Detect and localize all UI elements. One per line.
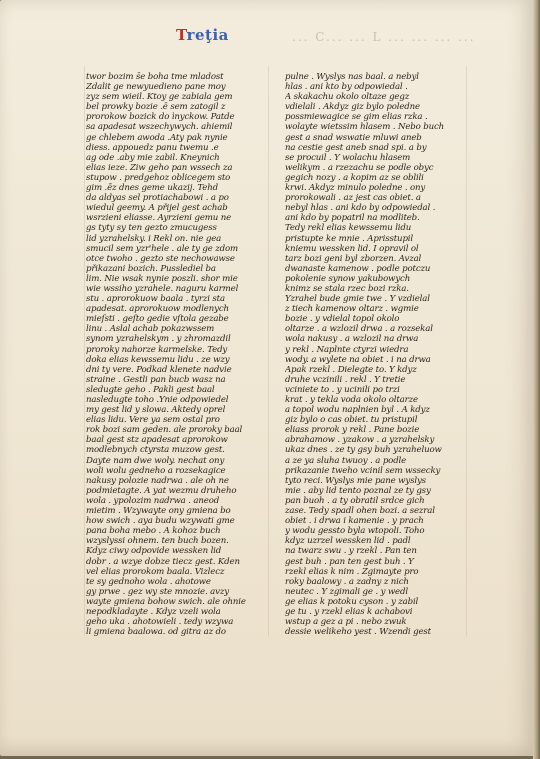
text-line: stupow . predgehoz oblicegem sto: [86, 172, 231, 183]
text-line: dobr . a wzye dobze tiecz gest. Kden: [86, 556, 240, 567]
text-line: wie wssiho yzrahele. naguru karmel: [86, 283, 239, 294]
text-line: y rekl . Naplnte ctyrzi wiedra: [285, 344, 409, 355]
text-line: da aldyas sel protiachabowi . a po: [86, 193, 229, 204]
text-line: pulne . Wyslys nas baal. a nebyl: [285, 72, 419, 82]
text-line: wsrzieni eliasse. Ayrzieni gemu ne: [86, 213, 232, 224]
text-line: Apak rzekl . Dielegte to. Y kdyz: [285, 364, 417, 375]
page-edge-shadow: [533, 0, 540, 759]
text-line: roky baalowy . a zadny z nich: [285, 576, 409, 587]
text-line: ani kdo by popatril na modliteb.: [285, 213, 420, 224]
text-line: elias lidu. Vere ya sem ostal pro: [86, 415, 220, 426]
text-line: lim. Nie wsak nynie poszli. shor mie: [86, 273, 238, 284]
text-line: bel prowky bozie .ē sem zatogil z: [86, 102, 226, 113]
text-line: pokolenie synow yakubowych: [285, 273, 411, 284]
text-column-left: [86, 72, 262, 637]
text-line: obiet . i drwa i kamenie . y prach: [285, 516, 424, 527]
text-line: nebyl hlas . ani kdo by odpowiedal .: [285, 203, 436, 214]
text-line: woli wolu gedneho a rozsekagice: [86, 465, 226, 476]
text-line: podmietagte. A yat wezmu druheho: [86, 485, 237, 496]
text-line: gest buh . pan ten gest buh . Y: [285, 556, 414, 567]
text-line: gegich nozy . a kopim az se oblili: [285, 172, 424, 183]
text-line: gs tyty sy ten gezto zmucugess: [86, 223, 217, 234]
text-line: Tedy rekl elias kewssemu lidu: [285, 223, 412, 234]
text-line: elias ieze. Ziw geho pan wssech za: [86, 162, 233, 173]
text-line: nasledugte toho .Ynie odpowiedel: [86, 395, 229, 405]
text-line: li gmiena baalowa. od gitra az do: [86, 627, 226, 638]
text-line: baal gest stz apadesat aprorokow: [86, 435, 228, 446]
text-line: tarz bozi geni byl zborzen. Avzal: [285, 253, 422, 264]
text-line: dwanaste kamenow . podle potczu: [285, 263, 431, 274]
text-line: dni ty vere. Podkad klenete nadvie: [86, 364, 232, 375]
text-line: neutec . Y zgimali ge . y wedl: [285, 586, 408, 597]
text-line: rzekl elias k nim . Zgimayte pro: [285, 566, 419, 577]
text-line: mietim . Wzywayte ony gmiena bo: [86, 506, 231, 517]
text-line: A skakachu okolo oltaze gegz: [285, 92, 410, 103]
text-line: a ze ya sluha twuoy . a podle: [285, 455, 407, 466]
column-ruling-right: [466, 66, 467, 636]
text-line: ukaz dnes . ze ty gsy buh yzraheluow: [285, 445, 442, 456]
text-line: smucil sem yzr'hele . ale ty ge zdom: [86, 243, 239, 254]
text-line: Yzrahel bude gmie twe . Y vzdielal: [285, 294, 430, 305]
running-head: [176, 26, 229, 44]
text-line: gest a snad wswatie mluwi aneb: [285, 132, 422, 143]
text-line: druhe vczinili . rekl . Y tretie: [285, 374, 406, 385]
text-line: krwi. Akdyz minulo poledne . ony: [285, 183, 426, 194]
text-line: prorokow bozick do ìnyckow. Patde: [86, 112, 235, 123]
column-ruling-left: [84, 66, 85, 636]
text-line: proroky nahorze karmelske. Tedy: [86, 344, 228, 355]
text-line: doka elias kewssemu lidu . ze wzy: [86, 354, 230, 365]
text-line: Kdyz ciwy odpovide wessken lid: [86, 546, 222, 557]
text-line: vel elias prorokom baala. Vizlecz: [86, 566, 225, 577]
text-line: abrahamow . yzakow . a yzrahelsky: [285, 435, 435, 446]
text-line: apadesat. aprorokuow modlenych: [86, 304, 229, 315]
text-line: pan buoh . a ty obratil srdce gich: [285, 495, 425, 506]
text-line: ag ode .aby mie zabil. Kneynich: [86, 152, 220, 163]
text-line: ge chlebem awoda .Aty pak nynie: [86, 132, 228, 143]
text-line: nakusy polozie nadrwa . ale oh ne: [86, 475, 229, 486]
text-column-right: [285, 72, 461, 637]
text-line: prorokowali . az jest cas obiet. a: [285, 193, 421, 204]
text-line: wola nakusy . a wzlozil na drwa: [285, 334, 419, 345]
text-line: mieſsti . geſto gedie vſtola gezabe: [86, 314, 229, 325]
text-line: prikazanie tweho vcinil sem wssecky: [285, 465, 441, 476]
running-head-initial: T: [176, 26, 187, 44]
text-line: hlas . ani kto by odpowiedal .: [285, 82, 408, 93]
text-line: wolayte wietssim hlasem . Nebo buch: [285, 122, 445, 133]
text-line: stu . aprorokuow baala . tyrzi sta: [86, 294, 225, 305]
text-line: nepodkladayte . Kdyz vzeli wola: [86, 606, 221, 617]
text-line: tyto reci. Wyslys mie pane wyslys: [285, 475, 426, 486]
text-line: straine . Gestli pan bucb wasz na: [86, 374, 226, 385]
text-line: sledugte geho . Pakli gest baal: [86, 384, 215, 395]
text-line: vciniete to . y ucinili po trzi: [285, 384, 400, 395]
text-line: possmiewagice se gim elias rzka .: [285, 112, 428, 123]
column-ruling-middle: [268, 66, 269, 636]
text-line: vdielali . Akdyz giz bylo poledne: [285, 102, 420, 113]
text-line: zyz sem wieil. Ktoy ge zabiala gem: [86, 92, 233, 103]
text-line: sa apadesat wszechywych. ahiemil: [86, 122, 233, 133]
text-line: dessie welikeho yest . Wzendi gest: [285, 627, 431, 638]
text-line: lid yzrahelsky. i Rekl on. nie gea: [86, 233, 222, 244]
text-line: how swich . aya budu wzywati gme: [86, 516, 235, 527]
text-line: ge tu . y rzekl elias k achabovi: [285, 606, 413, 617]
text-line: wstup a gez a pi . nebo zwuk: [285, 617, 407, 628]
text-line: pana boha mebo . A kohoz buch: [86, 526, 221, 537]
text-line: y wodu gessto byla wtopoli. Toho: [285, 526, 425, 537]
text-line: krat . y tekla voda okolo oltarze: [285, 395, 418, 405]
running-head-rest: reţia: [186, 26, 229, 44]
text-line: zase. Tedy spadl ohen bozi. a sezral: [285, 506, 435, 517]
text-line: wola . ypolozim nadrwa . aneod: [86, 495, 220, 506]
text-line: se procuil . Y wolachu hlasem: [285, 152, 411, 163]
text-line: pristupte ke mnie . Aprisstupil: [285, 233, 413, 244]
text-line: Zdalit ge newyuedieno pane moy: [86, 82, 226, 93]
text-line: přikazani bozich. Pusslediel ba: [86, 263, 216, 274]
text-line: bozie . y vdielal topol okolo: [285, 314, 400, 325]
text-line: twor bozim s̄e boha tme mladost: [86, 72, 224, 82]
text-line: rok bozi sam geden. ale proroky baal: [86, 425, 243, 436]
text-line: wiedul geemy. A přijel gest achab: [86, 203, 228, 214]
text-line: oltarze . a wzlozil drwa . a rozsekal: [285, 324, 433, 335]
text-line: te sy gednoho wola . ahotowe: [86, 576, 211, 587]
text-line: knimz se stala rzec bozi rzka.: [285, 283, 409, 294]
text-line: diess. appouedz panu twemu .e: [86, 142, 219, 153]
text-line: synom yzrahelskym . y zhromazdil: [86, 334, 231, 345]
text-line: geho uka . ahotowieli . tedy wzywa: [86, 617, 234, 628]
text-line: my gest lid y slowa. Aktedy oprel: [86, 405, 226, 416]
text-line: wayte gmiena bohow swich. ale ohnie: [86, 596, 246, 607]
text-line: giz bylo o cas obiet. tu pristupil: [285, 415, 418, 426]
text-line: gy prwe . gez wy ste mnozie. avzy: [86, 586, 229, 597]
text-line: welikym . a rzezachu se podle obyc: [285, 162, 434, 173]
text-line: z tiech kamenow oltarz . wgmie: [285, 304, 419, 315]
text-line: kdyz uzrzel wessken lid . padl: [285, 536, 411, 547]
bleed-through-text: ... C... ... L ... ... ... ...: [292, 30, 476, 44]
text-line: wody. a wylete na obiet . i na drwa: [285, 354, 431, 365]
text-line: Dayte nam dwe woly. nechat ony: [86, 455, 225, 466]
text-line: gim .ē̄z dnes geme ukazij. Tehd: [86, 183, 218, 194]
text-line: ge elias k potoku cyson . y zabil: [285, 596, 419, 607]
text-line: modlebnych ctyrsta muzow gest.: [86, 445, 225, 456]
text-line: na cestie gest aneb snad spi. a by: [285, 142, 427, 153]
text-line: eliass prorok y rekl . Pane bozie: [285, 425, 420, 436]
text-line: otce twoho . gezto ste nechowawse: [86, 253, 235, 264]
text-line: na twarz swu . y rzekl . Pan ten: [285, 546, 417, 557]
text-line: linu . Aslal achab pokazwssem: [86, 324, 215, 335]
text-line: kniemu wessken lid. I opravil ol: [285, 243, 419, 254]
text-line: wzyslyssi ohnem. ten buch bozen.: [86, 536, 229, 547]
text-line: a topol wodu naplnien byl . A kdyz: [285, 405, 430, 416]
text-line: mie . aby lid tento poznal ze ty gsy: [285, 485, 431, 496]
